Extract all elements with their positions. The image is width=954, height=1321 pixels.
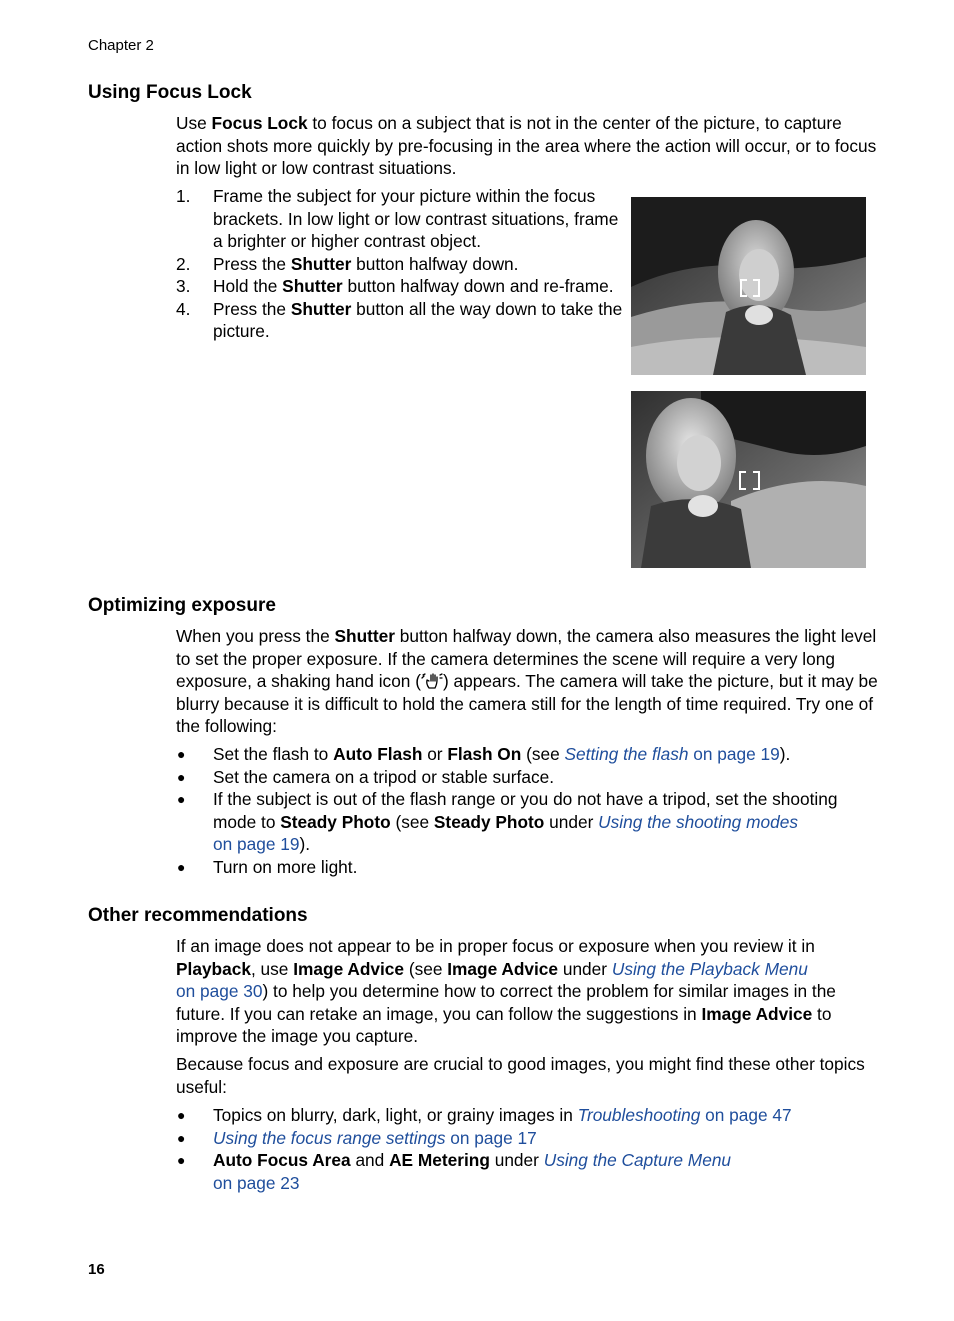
page-number: 16 (88, 1261, 105, 1278)
chapter-label: Chapter 2 (88, 37, 154, 54)
other-paragraph-1: If an image does not appear to be in proper focus or exposure when you review it in Playback, use Image Advice (see Image Advice under Using the Playback Menu on page 30) to help you determine how to correct the problem for similar images in the future. If you can retake an image, you can follow the suggestions in Image Advice to improve the image you capture. (176, 936, 836, 1046)
link-setting-the-flash[interactable]: Setting the flash on page 19 (564, 744, 780, 764)
list-item: ● Using the focus range settings on page 17 (177, 1127, 537, 1148)
list-item: ● Auto Focus Area and AE Metering under Using the Capture Menu on page 23 (177, 1150, 732, 1193)
link-troubleshooting[interactable]: Troubleshooting on page 47 (577, 1105, 792, 1125)
link-using-shooting-modes[interactable]: Using the shooting modes on page 19 (213, 811, 798, 854)
section-heading-focus-lock: Using Focus Lock (88, 82, 252, 103)
other-topics (176, 1104, 884, 1194)
shaking-hand-icon (421, 672, 443, 690)
exposure-tips (176, 743, 884, 878)
list-item: 3. Hold the Shutter button halfway down and re-frame. (176, 276, 614, 296)
list-item: ● Set the camera on a tripod or stable surface. (177, 766, 555, 787)
section-heading-exposure: Optimizing exposure (88, 595, 276, 616)
other-paragraph-2: Because focus and exposure are crucial to good images, you might find these other topics useful: (176, 1054, 865, 1097)
focus-lock-photo-2 (631, 391, 866, 568)
link-using-capture-menu[interactable]: Using the Capture Menu on page 23 (213, 1150, 732, 1193)
section-heading-other: Other recommendations (88, 905, 308, 926)
focus-lock-steps (176, 185, 626, 343)
exposure-intro: When you press the Shutter button halfway down, the camera also measures the light level to set the proper exposure. If the camera determines the scene will require a very long exposure, a shaking hand icon ( ) appears. The camera will take the picture, but it may be blurry because it is difficult to hold the camera still for the length of time required. Try one of the following: (176, 626, 878, 736)
list-item: ● Topics on blurry, dark, light, or grainy images in Troubleshooting on page 47 (177, 1105, 792, 1125)
list-item: 4. Press the Shutter button all the way down to take the picture. (176, 298, 623, 341)
list-item: ● Turn on more light. (177, 856, 358, 877)
focus-lock-intro: Use Focus Lock to focus on a subject that is not in the center of the picture, to capture action shots more quickly by pre-focusing in the area where the action will occur, or to focus in low light or low contrast situations. (176, 113, 877, 178)
link-focus-range-settings[interactable]: Using the focus range settings on page 17 (213, 1127, 537, 1148)
focus-lock-photo-1 (631, 197, 866, 375)
list-item: 1. Frame the subject for your picture within the focus brackets. In low light or low contrast situations, frame a brighter or higher contrast object. (176, 186, 619, 251)
link-using-playback-menu[interactable]: Using the Playback Menu on page 30 (176, 958, 808, 1001)
list-item: 2. Press the Shutter button halfway down. (176, 253, 519, 274)
list-item: ● If the subject is out of the flash range or you do not have a tripod, set the shooting mode to Steady Photo (see Steady Photo under Using the shooting modes on page 19). (177, 789, 838, 854)
list-item: ● Set the flash to Auto Flash or Flash On (see Setting the flash on page 19). (177, 744, 791, 764)
